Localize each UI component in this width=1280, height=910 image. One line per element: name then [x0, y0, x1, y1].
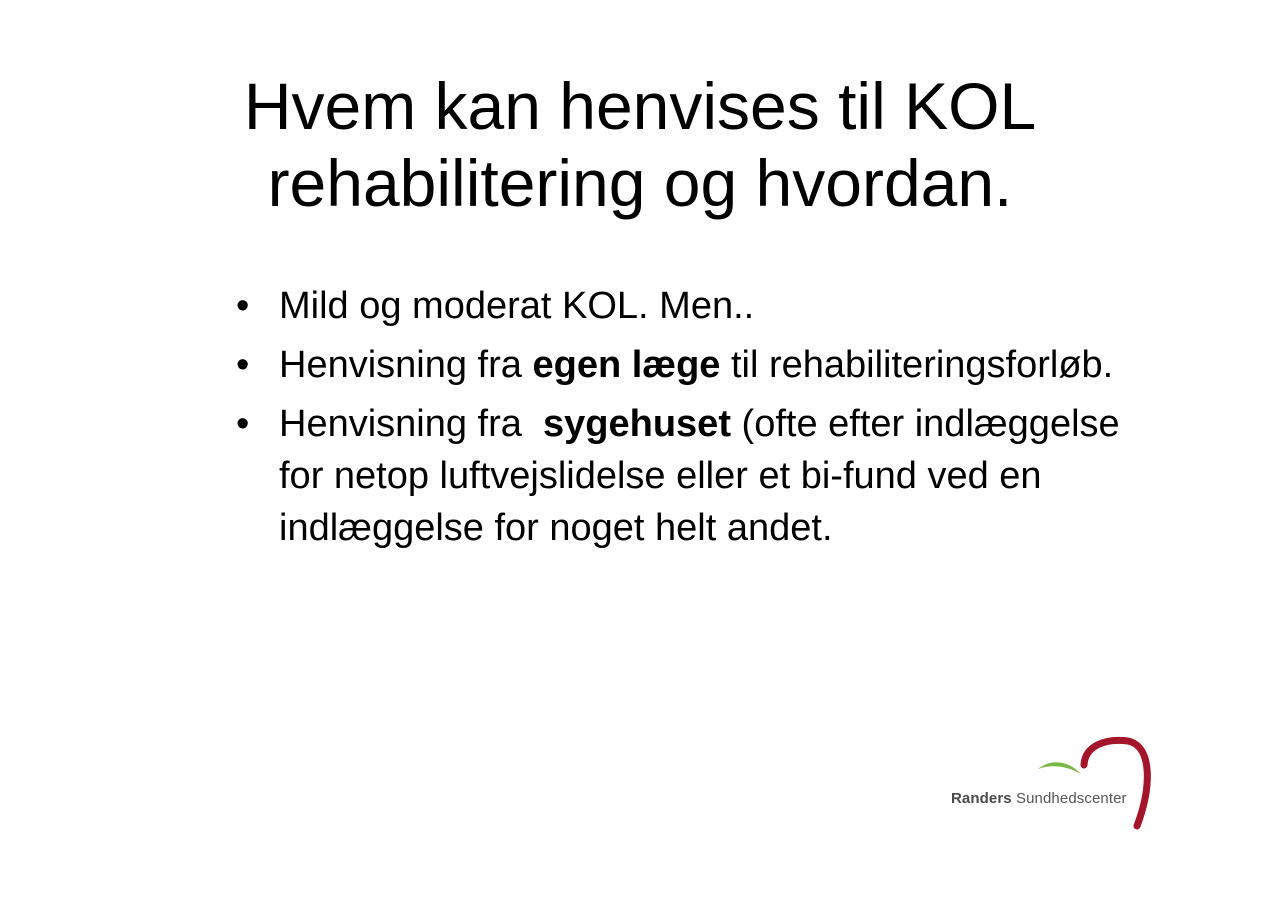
slide-title-line-2: rehabilitering og hvordan. [267, 146, 1013, 220]
randers-sundhedscenter-logo [948, 736, 1158, 832]
bullet-text-bold: sygehuset [543, 403, 731, 445]
bullet-item-1 [232, 280, 1132, 332]
logo-wordmark-rest: Sundhedscenter [1011, 790, 1127, 807]
bullet-list [232, 280, 1132, 561]
bullet-text-after: (ofte efter indlæggelse for netop luftvejslidelse eller et bi-fund ved en indlæggelse for noget helt andet. [279, 403, 1120, 549]
bullet-text-before: Henvisning fra [279, 403, 544, 445]
bullet-item-2 [232, 339, 1132, 391]
slide-title [0, 68, 1280, 222]
bullet-text-bold: egen læge [532, 344, 721, 386]
logo-wordmark [951, 790, 1127, 807]
bullet-dot-icon: • [236, 403, 250, 445]
logo-mark-icon [948, 736, 1158, 832]
slide-title-line-1: Hvem kan henvises til KOL [243, 69, 1037, 143]
bullet-item-3 [232, 398, 1132, 554]
logo-wordmark-bold: Randers [951, 790, 1012, 807]
bullet-dot-icon: • [236, 344, 250, 386]
bullet-text: Mild og moderat KOL. Men.. [279, 285, 755, 327]
bullet-text-after: til rehabiliteringsforløb. [720, 344, 1114, 386]
bullet-text-before: Henvisning fra [279, 344, 533, 386]
bullet-dot-icon: • [236, 285, 250, 327]
